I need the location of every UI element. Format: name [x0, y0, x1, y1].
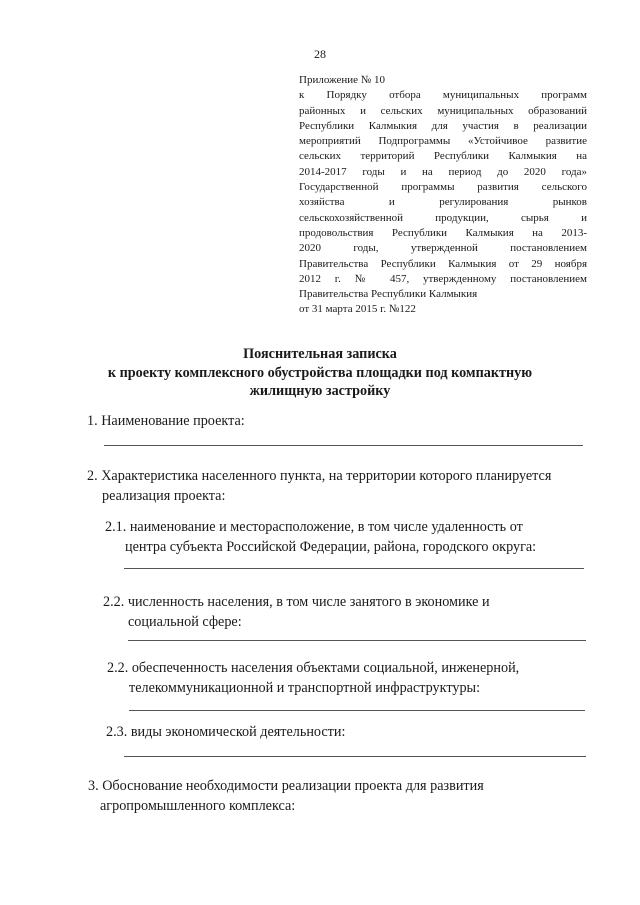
item-text: агропромышленного комплекса: [100, 798, 296, 814]
item-text: 3. Обоснование необходимости реализации проекта для развития [88, 778, 484, 794]
item-text: 2.2. численность населения, в том числе занятого в экономике и [103, 594, 490, 610]
appendix-line: хозяйства и регулирования рынков [299, 196, 587, 209]
appendix-line: от 31 марта 2015 г. №122 [299, 303, 416, 316]
fill-in-line [104, 445, 583, 446]
appendix-line: 2020 годы, утвержденной постановлением [299, 242, 587, 255]
item-text: социальной сфере: [128, 614, 242, 630]
section-3-justification [88, 776, 484, 816]
appendix-line: районных и сельских муниципальных образований [299, 104, 587, 117]
section-1-project-name [87, 411, 245, 431]
document-title [0, 345, 640, 401]
appendix-line: Республики Калмыкия для участия в реализации [299, 119, 587, 132]
section-2-2-population [103, 592, 490, 632]
fill-in-line [129, 710, 585, 711]
section-2-2-infrastructure [107, 658, 519, 698]
section-2-3-economic-activity [106, 722, 345, 742]
item-text: 1. Наименование проекта: [87, 413, 245, 429]
item-text: телекоммуникационной и транспортной инфраструктуры: [129, 680, 481, 696]
appendix-line: к Порядку отбора муниципальных программ [299, 89, 587, 102]
item-text: центра субъекта Российской Федерации, района, городского округа: [125, 539, 537, 555]
title-line: к проекту комплексного обустройства площадки под компактную [107, 364, 533, 381]
fill-in-line [128, 640, 586, 641]
item-text: 2.1. наименование и месторасположение, в том числе удаленность от [105, 519, 523, 535]
fill-in-line [124, 568, 584, 569]
appendix-line: мероприятий Подпрограммы «Устойчивое развитие [299, 135, 587, 148]
item-text: 2.3. виды экономической деятельности: [106, 724, 346, 740]
page-number: 28 [314, 47, 326, 61]
item-text: 2.2. обеспеченность населения объектами социальной, инженерной, [107, 660, 520, 676]
appendix-line: Правительства Республики Калмыкия [299, 288, 478, 301]
appendix-header [299, 73, 587, 318]
title-line: жилищную застройку [249, 383, 391, 399]
appendix-line: Правительства Республики Калмыкия от 29 ноября [299, 257, 587, 270]
appendix-line: продовольствия Республики Калмыкия на 2013- [299, 226, 587, 239]
appendix-line: Государственной программы развития сельского [299, 181, 587, 194]
appendix-line: Приложение № 10 [299, 74, 386, 86]
appendix-line: сельских территорий Республики Калмыкия на [299, 150, 587, 163]
fill-in-line [124, 756, 586, 757]
appendix-line: 2014-2017 годы и на период до 2020 года» [299, 165, 587, 178]
section-2-settlement [87, 466, 551, 506]
appendix-line: 2012 г. № 457, утвержденному постановлением [299, 272, 587, 285]
section-2-1-location [105, 517, 536, 557]
title-line: Пояснительная записка [243, 346, 397, 362]
item-text: реализация проекта: [102, 488, 226, 504]
appendix-line: сельскохозяйственной продукции, сырья и [299, 211, 587, 224]
item-text: 2. Характеристика населенного пункта, на территории которого планируется [87, 468, 552, 484]
